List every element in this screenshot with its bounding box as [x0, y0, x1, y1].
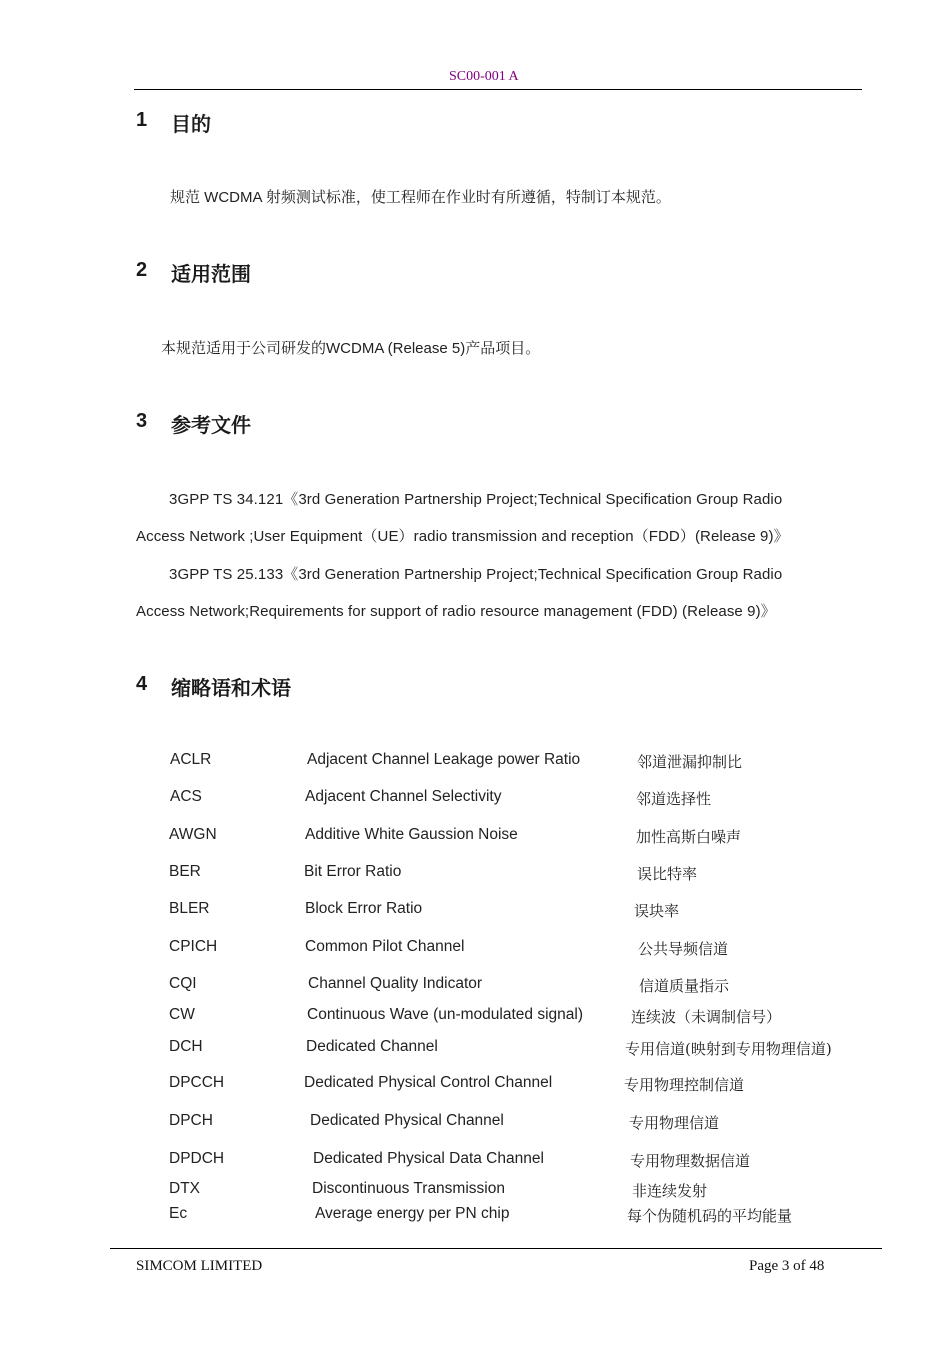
abbr-term: AWGN: [169, 826, 217, 843]
abbr-term: DPDCH: [169, 1150, 225, 1167]
abbr-term: DPCH: [169, 1112, 213, 1129]
abbr-english: Discontinuous Transmission: [312, 1180, 505, 1197]
abbr-term: CQI: [169, 975, 197, 992]
section-2-number: 2: [136, 259, 148, 281]
abbr-term: DCH: [169, 1038, 203, 1055]
reference-2-line-2: Access Network;Requirements for support of radio resource management (FDD) (Release 9)》: [136, 603, 776, 620]
abbr-english: Block Error Ratio: [305, 900, 423, 917]
abbr-english: Dedicated Physical Channel: [310, 1112, 504, 1129]
abbr-chinese: 非连续发射: [632, 1182, 708, 1200]
reference-1-line-1: 3GPP TS 34.121《3rd Generation Partnership Project;Technical Specification Group Radio: [169, 491, 783, 508]
abbr-term: ACS: [170, 788, 202, 805]
purpose-paragraph: 规范 WCDMA 射频测试标准，使工程师在作业时有所遵循，特制订本规范。: [170, 189, 671, 206]
section-4-title: 缩略语和术语: [171, 676, 291, 700]
reference-2-line-1: 3GPP TS 25.133《3rd Generation Partnership Project;Technical Specification Group Radio: [169, 566, 783, 583]
abbr-chinese: 专用物理控制信道: [624, 1076, 745, 1094]
section-1-title: 目的: [171, 112, 211, 136]
abbr-chinese: 误比特率: [637, 865, 698, 883]
abbr-term: ACLR: [170, 751, 212, 768]
abbr-term: DPCCH: [169, 1074, 225, 1091]
document-code: SC00-001 A: [449, 69, 519, 84]
footer-rule: [110, 1248, 882, 1249]
abbr-term: CPICH: [169, 938, 218, 955]
abbr-chinese: 误块率: [634, 902, 680, 920]
abbr-chinese: 公共导频信道: [638, 940, 729, 958]
abbr-term: BLER: [169, 900, 210, 917]
abbr-chinese: 专用物理信道: [629, 1114, 720, 1132]
abbr-term: BER: [169, 863, 201, 880]
abbr-english: Dedicated Physical Data Channel: [313, 1150, 544, 1167]
abbr-chinese: 加性高斯白噪声: [636, 828, 742, 846]
header-rule: [134, 89, 862, 90]
footer-company: SIMCOM LIMITED: [136, 1258, 263, 1274]
abbr-english: Channel Quality Indicator: [308, 975, 483, 992]
abbr-english: Continuous Wave (un-modulated signal): [307, 1006, 583, 1023]
abbr-english: Adjacent Channel Leakage power Ratio: [307, 751, 581, 768]
abbr-english: Dedicated Physical Control Channel: [304, 1074, 553, 1091]
reference-1-line-2: Access Network ;User Equipment（UE）radio transmission and reception（FDD）(Release 9)》: [136, 528, 789, 545]
abbr-chinese: 信道质量指示: [639, 977, 730, 995]
abbr-chinese: 连续波（未调制信号）: [631, 1008, 782, 1026]
section-3-number: 3: [136, 410, 148, 432]
section-1-number: 1: [136, 109, 148, 131]
abbr-english: Bit Error Ratio: [304, 863, 402, 880]
abbr-chinese: 邻道选择性: [636, 790, 712, 808]
abbr-english: Average energy per PN chip: [315, 1205, 510, 1222]
abbr-english: Dedicated Channel: [306, 1038, 438, 1055]
abbr-chinese: 专用信道(映射到专用物理信道): [625, 1040, 832, 1058]
section-4-number: 4: [136, 673, 148, 695]
abbr-chinese: 专用物理数据信道: [630, 1152, 751, 1170]
abbr-chinese: 邻道泄漏抑制比: [637, 753, 743, 771]
abbr-term: DTX: [169, 1180, 200, 1197]
abbr-english: Adjacent Channel Selectivity: [305, 788, 502, 805]
abbr-chinese: 每个伪随机码的平均能量: [627, 1207, 793, 1225]
page-number: Page 3 of 48: [749, 1258, 825, 1274]
abbr-english: Common Pilot Channel: [305, 938, 465, 955]
abbr-term: CW: [169, 1006, 195, 1023]
section-2-title: 适用范围: [171, 262, 251, 286]
abbr-english: Additive White Gaussion Noise: [305, 826, 518, 843]
scope-paragraph: 本规范适用于公司研发的WCDMA (Release 5)产品项目。: [161, 340, 541, 357]
abbr-term: Ec: [169, 1205, 188, 1222]
section-3-title: 参考文件: [171, 413, 251, 437]
